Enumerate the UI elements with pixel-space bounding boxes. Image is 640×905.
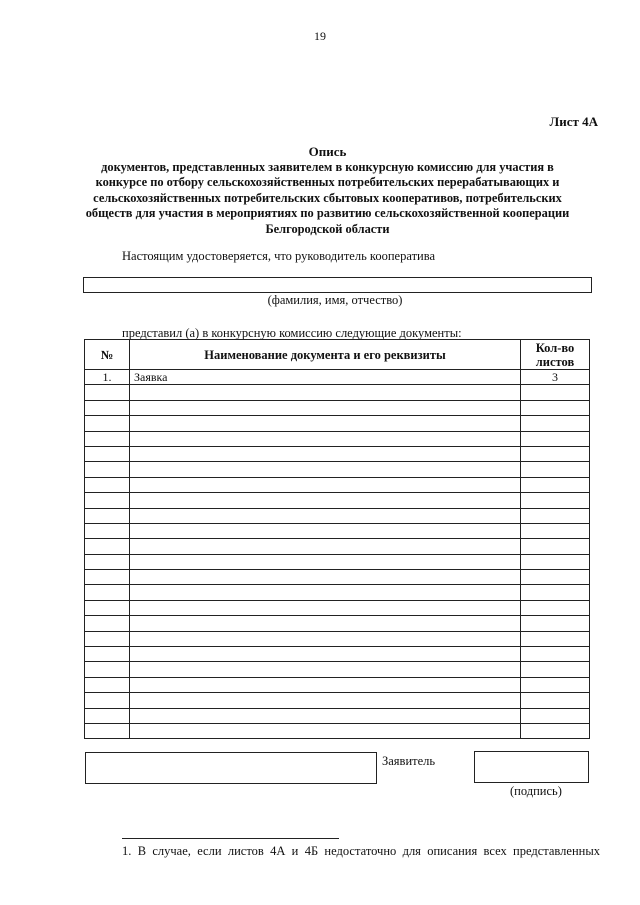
page-number: 19 [314,29,326,43]
document-name-cell[interactable] [130,631,521,646]
table-row [85,385,590,400]
title-main: Опись [308,144,347,159]
sheet-count-cell[interactable] [521,385,590,400]
table-row [85,554,590,569]
sheet-count-cell[interactable] [521,446,590,461]
footnote-text: 1. В случае, если листов 4А и 4Б недостаточно для описания всех представленных [122,844,600,858]
document-name-cell[interactable] [130,539,521,554]
document-name-cell[interactable]: Заявка [130,370,521,385]
document-name-cell[interactable] [130,647,521,662]
sheet-count-cell[interactable] [521,539,590,554]
table-row [85,539,590,554]
table-row [85,446,590,461]
table-row [85,570,590,585]
document-name-cell[interactable] [130,477,521,492]
table-row [85,600,590,615]
sheet-count-cell[interactable] [521,523,590,538]
sheet-count-cell[interactable] [521,477,590,492]
row-number-cell[interactable] [85,616,130,631]
document-name-cell[interactable] [130,693,521,708]
row-number-cell[interactable] [85,723,130,738]
table-row [85,431,590,446]
sheet-count-cell[interactable] [521,631,590,646]
row-number-cell[interactable] [85,493,130,508]
row-number-cell[interactable] [85,508,130,523]
row-number-cell[interactable] [85,554,130,569]
document-name-cell[interactable] [130,493,521,508]
submitted-text: представил (а) в конкурсную комиссию следующие документы: [122,326,462,340]
table-row [85,677,590,692]
table-row [85,631,590,646]
sheet-count-cell[interactable] [521,400,590,415]
document-name-cell[interactable] [130,462,521,477]
header-document-name: Наименование документа и его реквизиты [130,340,521,370]
document-name-cell[interactable] [130,416,521,431]
sheet-count-cell[interactable] [521,493,590,508]
document-name-cell[interactable] [130,585,521,600]
table-row [85,493,590,508]
table-row [85,647,590,662]
table-row [85,508,590,523]
row-number-cell[interactable] [85,662,130,677]
sheet-count-cell[interactable] [521,616,590,631]
sheet-count-cell[interactable] [521,693,590,708]
header-sheet-count: Кол-во листов [521,340,590,370]
documents-table [84,339,590,739]
row-number-cell[interactable] [85,446,130,461]
sheet-count-cell[interactable] [521,585,590,600]
sheet-count-cell[interactable]: 3 [521,370,590,385]
document-name-cell[interactable] [130,662,521,677]
table-row [85,370,590,385]
table-row [85,416,590,431]
applicant-label: Заявитель [382,754,436,768]
sheet-count-cell[interactable] [521,647,590,662]
table-row [85,616,590,631]
sheet-count-cell[interactable] [521,508,590,523]
row-number-cell[interactable] [85,416,130,431]
sheet-count-cell[interactable] [521,708,590,723]
row-number-cell[interactable] [85,600,130,615]
document-name-cell[interactable] [130,385,521,400]
table-row [85,585,590,600]
document-name-cell[interactable] [130,616,521,631]
signature-field[interactable] [474,751,589,783]
sheet-count-cell[interactable] [521,662,590,677]
document-name-cell[interactable] [130,523,521,538]
table-row [85,462,590,477]
row-number-cell[interactable] [85,708,130,723]
row-number-cell[interactable] [85,647,130,662]
row-number-cell[interactable] [85,477,130,492]
applicant-field[interactable] [85,752,377,784]
sheet-count-cell[interactable] [521,600,590,615]
document-title [60,144,595,237]
row-number-cell[interactable] [85,677,130,692]
row-number-cell[interactable] [85,385,130,400]
table-row [85,708,590,723]
title-line: Белгородской области [265,221,390,236]
row-number-cell[interactable] [85,585,130,600]
document-name-cell[interactable] [130,723,521,738]
document-name-cell[interactable] [130,677,521,692]
document-name-cell[interactable] [130,554,521,569]
sheet-count-cell[interactable] [521,462,590,477]
title-line: обществ для участия в мероприятиях по развитию сельскохозяйственной кооперации [85,206,570,220]
table-body [85,370,590,739]
sheet-count-cell[interactable] [521,570,590,585]
row-number-cell[interactable]: 1. [85,370,130,385]
sheet-count-cell[interactable] [521,677,590,692]
signature-caption: (подпись) [510,784,562,798]
table-header-row [85,340,590,370]
row-number-cell[interactable] [85,431,130,446]
row-number-cell[interactable] [85,523,130,538]
document-name-cell[interactable] [130,600,521,615]
row-number-cell[interactable] [85,570,130,585]
row-number-cell[interactable] [85,693,130,708]
full-name-caption: (фамилия, имя, отчество) [267,293,403,307]
table-row [85,723,590,738]
header-number: № [85,340,130,370]
sheet-count-cell[interactable] [521,723,590,738]
sheet-count-cell[interactable] [521,416,590,431]
table-row [85,477,590,492]
table-row [85,693,590,708]
document-name-cell[interactable] [130,708,521,723]
table-row [85,662,590,677]
document-name-cell[interactable] [130,508,521,523]
table-row [85,400,590,415]
title-line: сельскохозяйственных потребительских сбытовых кооперативов, потребительских [93,190,562,205]
document-name-cell[interactable] [130,446,521,461]
title-line: документов, представленных заявителем в конкурсную комиссию для участия в [101,159,554,174]
footnote-divider [122,838,339,839]
title-line: конкурсе по отбору сельскохозяйственных потребительских перерабатывающих и [95,175,560,189]
full-name-field[interactable] [83,277,592,293]
document-name-cell[interactable] [130,570,521,585]
sheet-count-cell[interactable] [521,431,590,446]
row-number-cell[interactable] [85,462,130,477]
row-number-cell[interactable] [85,400,130,415]
sheet-count-cell[interactable] [521,554,590,569]
table-row [85,523,590,538]
row-number-cell[interactable] [85,631,130,646]
document-name-cell[interactable] [130,431,521,446]
sheet-label: Лист 4А [549,114,598,129]
document-name-cell[interactable] [130,400,521,415]
row-number-cell[interactable] [85,539,130,554]
intro-text: Настоящим удостоверяется, что руководитель кооператива [122,249,436,263]
